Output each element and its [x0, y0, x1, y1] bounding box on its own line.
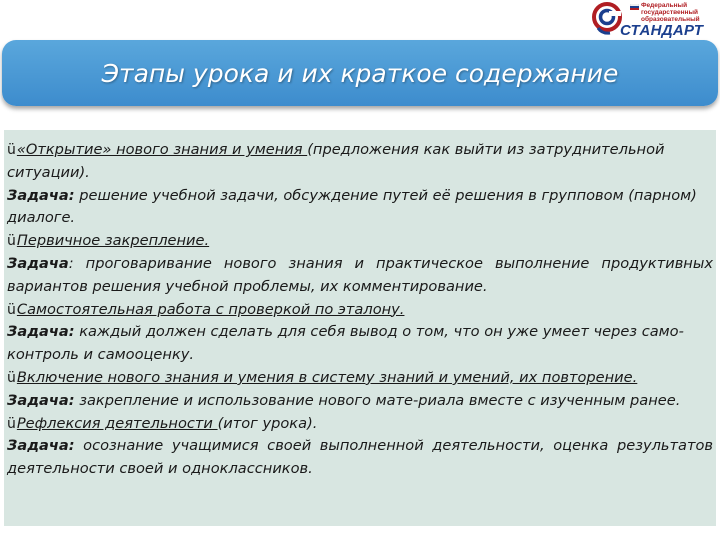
checkmark-icon: ü: [7, 415, 16, 432]
stage-5-task-text: осознание учащимися своей выполненной деятельности, оценка результатов деятельности своей и одноклассников.: [7, 437, 713, 478]
page-title: Этапы урока и их краткое содержание: [101, 58, 619, 88]
stage-3-task: [7, 321, 713, 367]
task-label: Задача: [7, 254, 69, 272]
checkmark-icon: ü: [7, 301, 16, 318]
logo-name: СТАНДАРТ: [620, 22, 704, 39]
task-label: Задача:: [7, 437, 75, 455]
checkmark-icon: ü: [7, 233, 16, 250]
stage-4: [7, 367, 713, 390]
stage-1: [7, 139, 713, 185]
fgos-emblem-icon: [592, 2, 622, 36]
stage-1-note: (предложения как выйти из затруднительной ситуации).: [7, 141, 665, 181]
stage-1-name: «Открытие» нового знания и умения: [16, 141, 308, 158]
stage-2-task-text: : проговаривание нового знания и практическое выполнение продуктивных вариантов решения учебной проблемы, их комментирование.: [7, 254, 713, 295]
logo-caption: [641, 2, 716, 23]
stage-3-task-text: каждый должен сделать для себя вывод о том, что он уже умеет через само-контроль и самооценку.: [7, 323, 684, 364]
stage-2: [7, 230, 713, 253]
fgos-logo: [592, 2, 716, 42]
stage-1-task: [7, 185, 713, 231]
task-label: Задача:: [7, 391, 75, 409]
stage-4-task-text: закрепление и использование нового мате-риала вместе с изученным ранее.: [74, 391, 681, 409]
checkmark-icon: ü: [7, 369, 16, 386]
title-banner: [2, 40, 718, 106]
stage-5-task: [7, 435, 713, 481]
stage-2-name: Первичное закрепление.: [16, 232, 210, 250]
checkmark-icon: ü: [7, 142, 16, 158]
stage-5-name: Рефлексия деятельности: [16, 414, 218, 432]
stage-2-task: [7, 253, 713, 299]
stage-1-task-text: решение учебной задачи, обсуждение путей её решения в групповом (парном) диалоге.: [7, 186, 697, 227]
stage-5-note: (итог урока).: [217, 414, 318, 432]
logo-line-1: Федеральный: [641, 2, 688, 9]
stage-4-name: Включение нового знания и умения в систему знаний и умений, их повторение.: [16, 368, 638, 386]
stages-panel: [4, 130, 716, 526]
logo-line-3: образовательный: [641, 16, 700, 23]
stage-4-task: [7, 390, 713, 413]
task-label: Задача:: [7, 186, 75, 204]
logo-line-2: государственный: [641, 9, 699, 16]
russian-flag-icon: [630, 4, 639, 10]
task-label: Задача:: [7, 323, 75, 341]
stage-3-name: Самостоятельная работа с проверкой по эталону.: [16, 300, 405, 318]
stage-3: [7, 299, 713, 322]
stage-5: [7, 413, 713, 436]
